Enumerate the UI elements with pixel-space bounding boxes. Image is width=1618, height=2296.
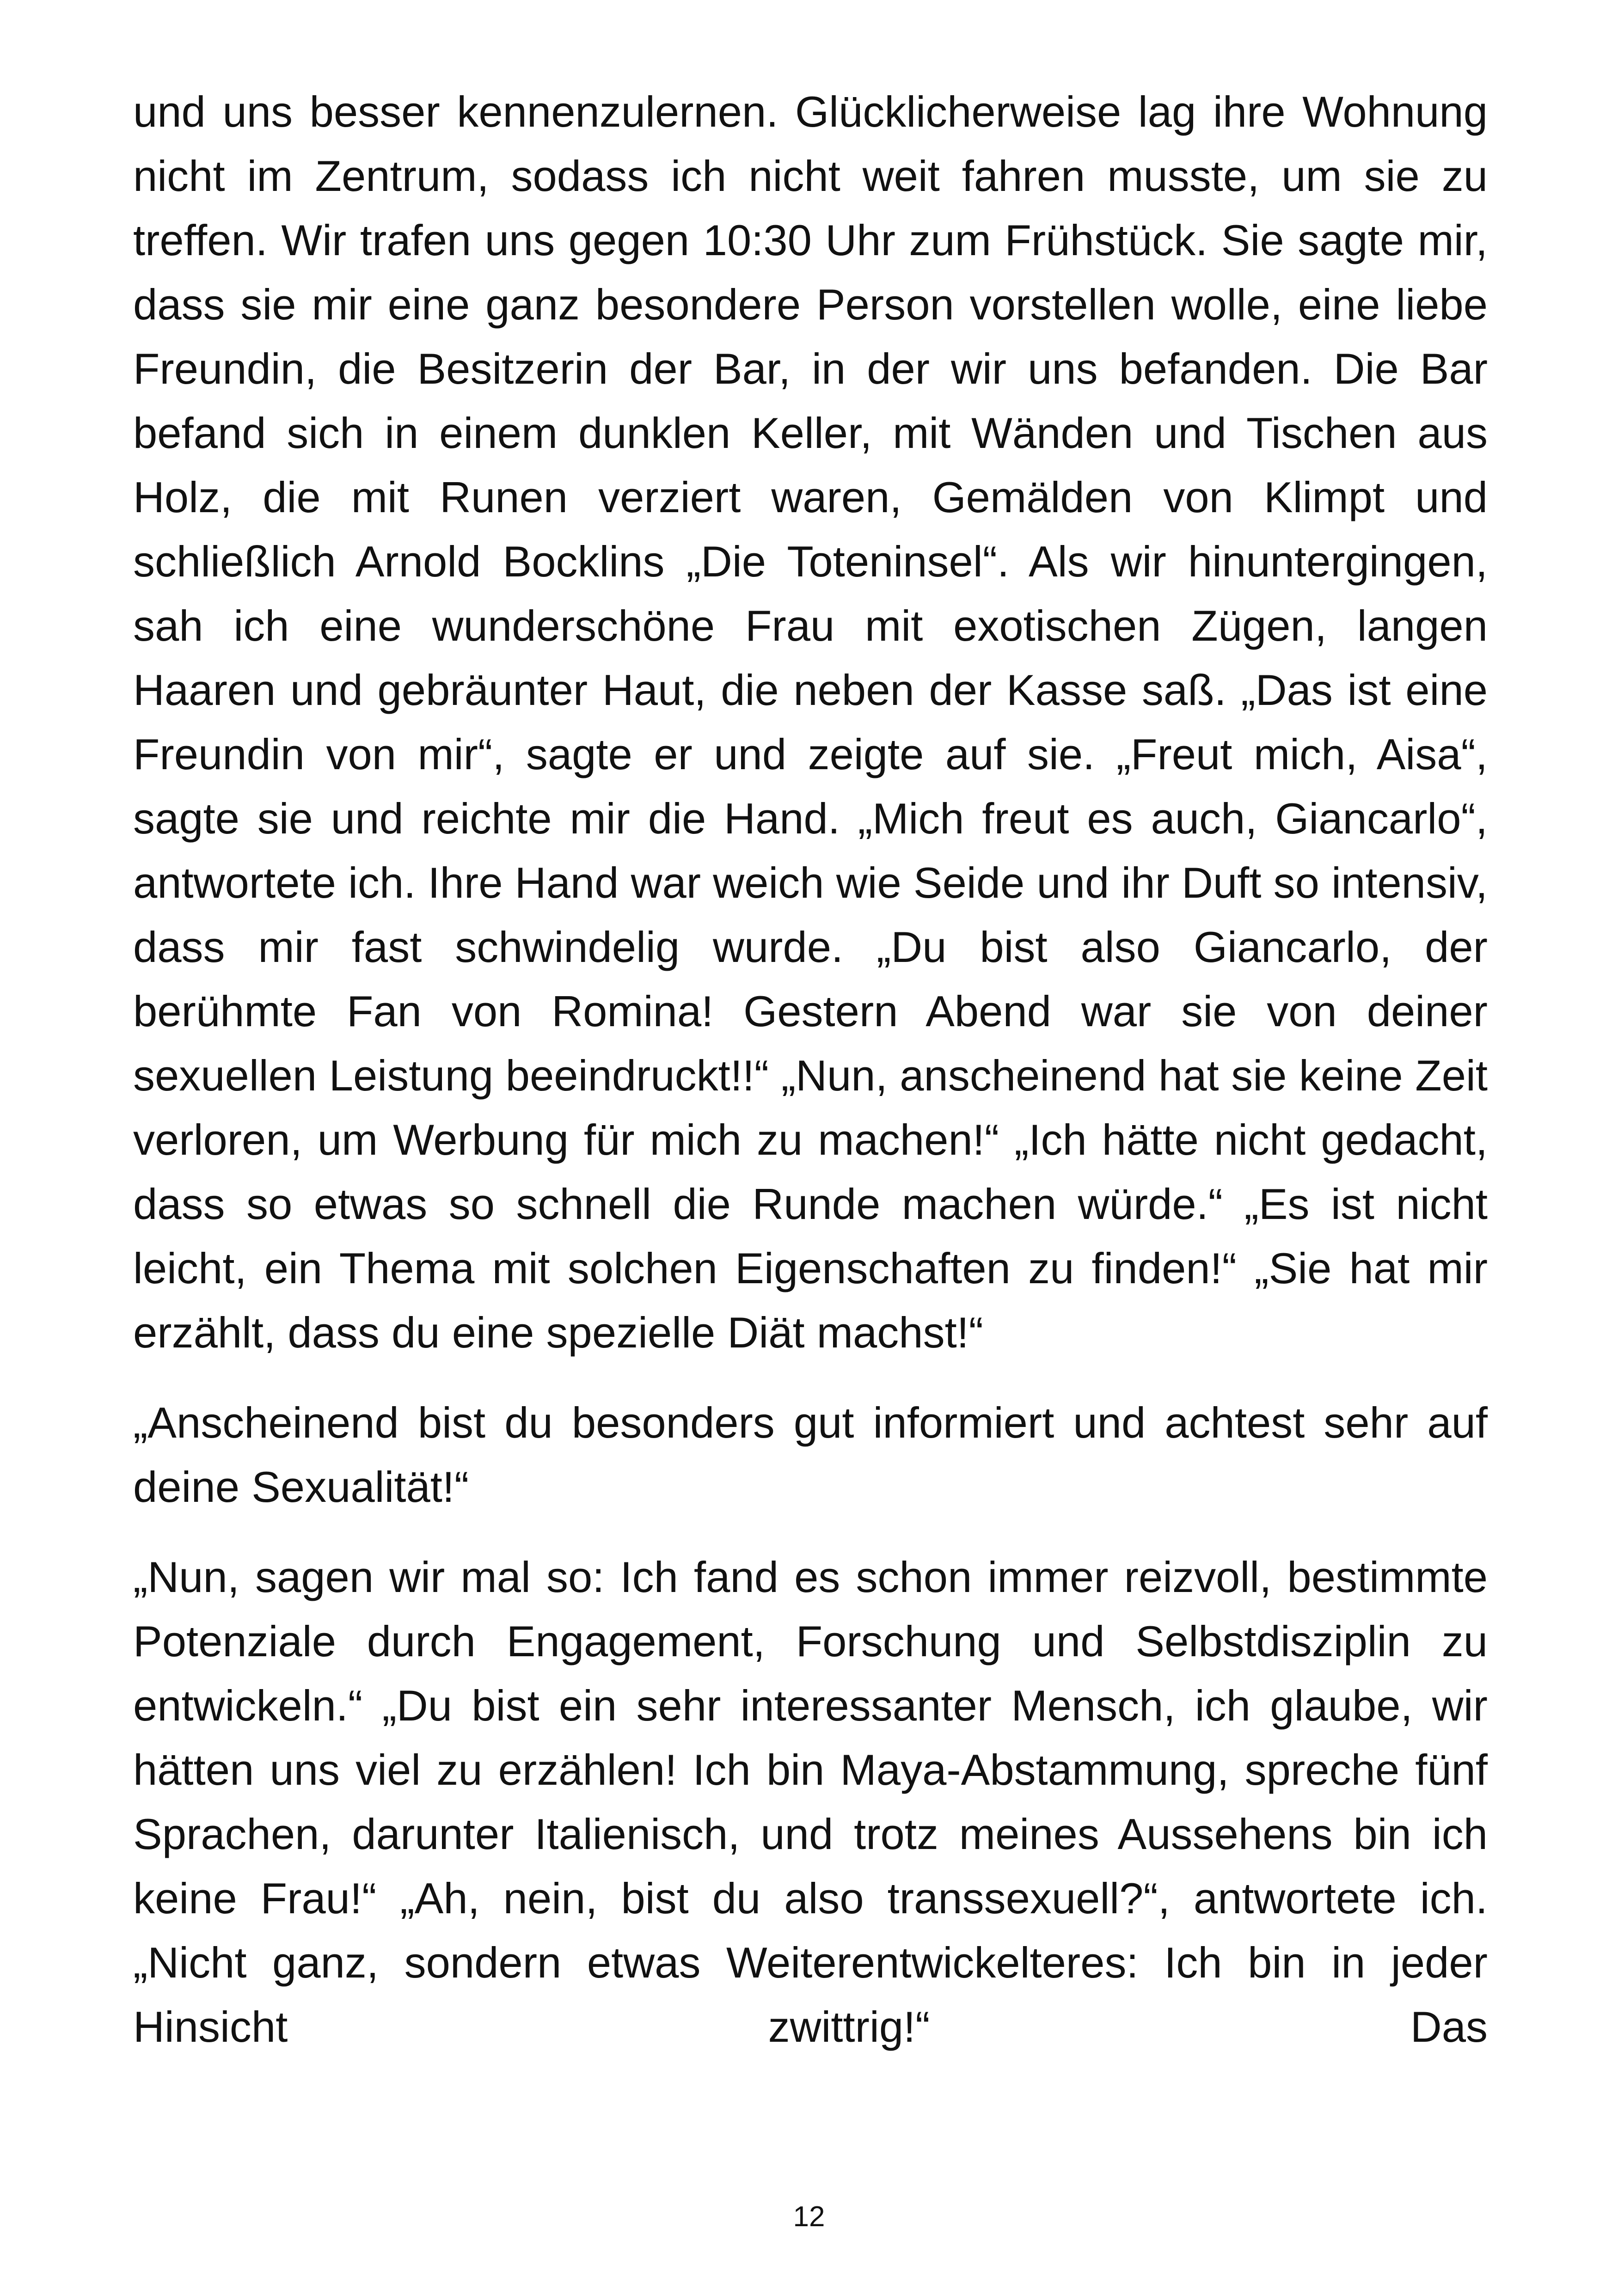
- paragraph-3: „Nun, sagen wir mal so: Ich fand es schon immer reizvoll, bestimmte Potenziale durch Engagement, Forschung und Selbstdisziplin zu entwickeln.“ „Du bist ein sehr interessanter Mensch, ich glaube, wir hätten uns viel zu erzählen! Ich bin Maya-Abstammung, spreche fünf Sprachen, darunter Italienisch, und trotz meines Aussehens bin ich keine Frau!“ „Ah, nein, bist du also transsexuell?“, antwortete ich. „Nicht ganz, sondern etwas Weiterentwickelteres: Ich bin in jeder Hinsicht zwittrig!“ Das: [133, 1553, 1488, 2051]
- page-number: 12: [793, 2201, 825, 2233]
- body-text: [133, 80, 1488, 2085]
- paragraph-2: „Anscheinend bist du besonders gut informiert und achtest sehr auf deine Sexualität!“: [133, 1398, 1488, 1511]
- paragraph-1: und uns besser kennenzulernen. Glücklicherweise lag ihre Wohnung nicht im Zentrum, sodass ich nicht weit fahren musste, um sie zu treffen. Wir trafen uns gegen 10:30 Uhr zum Frühstück. Sie sagte mir, dass sie mir eine ganz besondere Person vorstellen wolle, eine liebe Freundin, die Besitzerin der Bar, in der wir uns befanden. Die Bar befand sich in einem dunklen Keller, mit Wänden und Tischen aus Holz, die mit Runen verziert waren, Gemälden von Klimpt und schließlich Arnold Bocklins „Die Toteninsel“. Als wir hinuntergingen, sah ich eine wunderschöne Frau mit exotischen Zügen, langen Haaren und gebräunter Haut, die neben der Kasse saß. „Das ist eine Freundin von mir“, sagte er und zeigte auf sie. „Freut mich, Aisa“, sagte sie und reichte mir die Hand. „Mich freut es auch, Giancarlo“, antwortete ich. Ihre Hand war weich wie Seide und ihr Duft so intensiv, dass mir fast schwindelig wurde. „Du bist also Giancarlo, der berühmte Fan von Romina! Gestern Abend war sie von deiner sexuellen Leistung beeindruckt!!“ „Nun, anscheinend hat sie keine Zeit verloren, um Werbung für mich zu machen!“ „Ich hätte nicht gedacht, dass so etwas so schnell die Runde machen würde.“ „Es ist nicht leicht, ein Thema mit solchen Eigenschaften zu finden!“ „Sie hat mir erzählt, dass du eine spezielle Diät machst!“: [133, 87, 1488, 1357]
